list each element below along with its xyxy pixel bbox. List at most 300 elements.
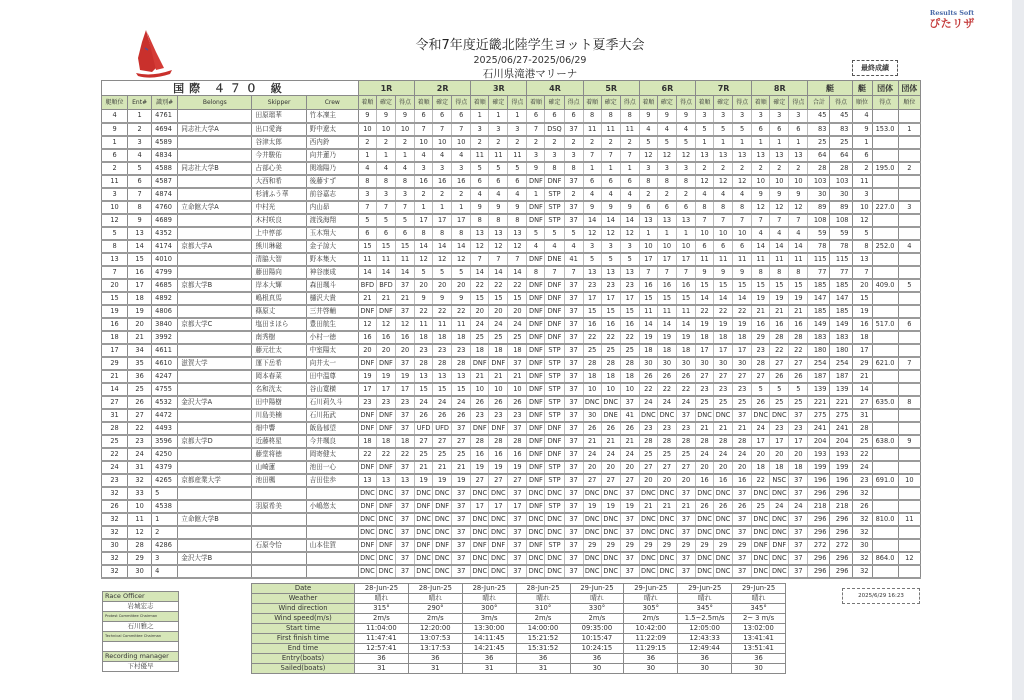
cell-brank: 8 xyxy=(852,240,872,253)
cell-race6-finish: 30 xyxy=(639,357,657,370)
cell-race5-finish: 25 xyxy=(583,344,601,357)
cell-race4-confirmed: DNC xyxy=(545,565,564,578)
cell-race7-confirmed: 24 xyxy=(714,448,733,461)
cell-race8-points: 22 xyxy=(789,344,808,357)
cell-race8-finish: DNC xyxy=(752,409,770,422)
cell-tpts: 638.0 xyxy=(872,435,898,448)
cell-race5-finish: 8 xyxy=(583,110,601,123)
cell-race6-confirmed: 21 xyxy=(657,500,676,513)
cell-sum: 296 xyxy=(808,565,830,578)
cell-race2-confirmed: 22 xyxy=(433,305,452,318)
condition-race1: 31 xyxy=(355,664,409,674)
cell-race5-confirmed: 5 xyxy=(601,253,620,266)
cell-race3-points: 37 xyxy=(508,357,527,370)
cell-race2-confirmed: 28 xyxy=(433,357,452,370)
cell-race5-confirmed: 13 xyxy=(601,266,620,279)
cell-race1-points: 6 xyxy=(395,227,414,240)
cell-race5-confirmed: 25 xyxy=(601,344,620,357)
cell-sail: 4174 xyxy=(152,240,178,253)
cell-race8-points: 37 xyxy=(789,474,808,487)
cell-rank: 9 xyxy=(102,123,128,136)
cell-race1-finish: 10 xyxy=(358,123,376,136)
cell-race8-finish: DNF xyxy=(752,539,770,552)
cell-rank: 13 xyxy=(102,253,128,266)
cell-race1-confirmed: 19 xyxy=(376,370,395,383)
cell-race6-points: 3 xyxy=(676,162,695,175)
cell-race7-confirmed: DNC xyxy=(714,552,733,565)
cell-pts: 83 xyxy=(830,123,852,136)
cell-pts: 183 xyxy=(830,331,852,344)
cell-rank: 26 xyxy=(102,500,128,513)
cell-race7-confirmed: DNC xyxy=(714,409,733,422)
cell-race5-confirmed: 3 xyxy=(601,240,620,253)
cell-race8-finish: 2 xyxy=(752,162,770,175)
cell-race2-points: 12 xyxy=(452,253,471,266)
cell-race2-confirmed: 27 xyxy=(433,435,452,448)
officer-role-row xyxy=(103,612,179,622)
cell-race6-points: 4 xyxy=(676,123,695,136)
cell-race4-finish: DNF xyxy=(527,500,545,513)
condition-row xyxy=(252,604,786,614)
cell-crew: 西内鈴 xyxy=(306,136,358,149)
cell-race6-confirmed: 8 xyxy=(657,175,676,188)
cell-race5-points: 18 xyxy=(620,370,639,383)
cell-race8-finish: 22 xyxy=(752,474,770,487)
cell-race8-confirmed: 3 xyxy=(770,110,789,123)
cell-ent: 27 xyxy=(128,409,152,422)
cell-race2-confirmed: 19 xyxy=(433,474,452,487)
cell-race4-finish: DNF xyxy=(527,292,545,305)
cell-race5-confirmed: 10 xyxy=(601,383,620,396)
cell-race5-points: 14 xyxy=(620,214,639,227)
cell-race1-confirmed: 7 xyxy=(376,201,395,214)
cell-race1-finish: 11 xyxy=(358,253,376,266)
cell-race2-confirmed: 15 xyxy=(433,383,452,396)
cell-belongs xyxy=(178,448,252,461)
condition-race7: 晴れ xyxy=(678,594,732,604)
cell-race7-confirmed: 19 xyxy=(714,318,733,331)
cell-race6-points: 37 xyxy=(676,487,695,500)
cell-race3-points: 37 xyxy=(508,539,527,552)
cell-race8-confirmed: DNC xyxy=(770,513,789,526)
race-header-1: 1R xyxy=(358,81,414,96)
cell-pts: 108 xyxy=(830,214,852,227)
cell-race8-confirmed: 4 xyxy=(770,227,789,240)
cell-brank: 22 xyxy=(852,448,872,461)
cell-race6-finish: 14 xyxy=(639,318,657,331)
cell-brank: 18 xyxy=(852,331,872,344)
cell-rank: 29 xyxy=(102,357,128,370)
cell-race1-points: 37 xyxy=(395,409,414,422)
cell-sail: 4265 xyxy=(152,474,178,487)
cell-race6-points: 7 xyxy=(676,266,695,279)
cell-race5-confirmed: 6 xyxy=(601,175,620,188)
cell-race2-finish: 3 xyxy=(415,162,433,175)
cell-race5-points: 22 xyxy=(620,331,639,344)
cell-tpts: 195.0 xyxy=(872,162,898,175)
cell-brank: 31 xyxy=(852,409,872,422)
cell-pts: 139 xyxy=(830,383,852,396)
cell-race7-points: 20 xyxy=(733,461,752,474)
cell-race7-confirmed: 2 xyxy=(714,162,733,175)
cell-brank: 19 xyxy=(852,305,872,318)
cell-ent: 13 xyxy=(128,227,152,240)
cell-trank: 12 xyxy=(898,552,920,565)
cell-race1-points: 14 xyxy=(395,266,414,279)
cell-race2-points: 18 xyxy=(452,331,471,344)
cell-race4-points: 7 xyxy=(564,266,583,279)
cell-belongs xyxy=(178,149,252,162)
cell-sum: 296 xyxy=(808,552,830,565)
officer-name-row xyxy=(103,622,179,632)
col-race6-confirmed: 確定 xyxy=(657,96,676,110)
cell-race1-finish: 3 xyxy=(358,188,376,201)
condition-race8: 13:51:41 xyxy=(732,644,786,654)
cell-race8-points: 37 xyxy=(789,565,808,578)
cell-sum: 218 xyxy=(808,500,830,513)
cell-belongs: 金沢大学B xyxy=(178,552,252,565)
cell-race1-confirmed: 2 xyxy=(376,136,395,149)
cell-race1-points: 9 xyxy=(395,110,414,123)
cell-race8-points: 11 xyxy=(789,253,808,266)
cell-race6-points: 6 xyxy=(676,201,695,214)
cell-race6-confirmed: 20 xyxy=(657,474,676,487)
cell-ent: 15 xyxy=(128,253,152,266)
cell-race8-points: 9 xyxy=(789,188,808,201)
officer-role: Recording manager xyxy=(103,651,179,661)
cell-race8-confirmed: 20 xyxy=(770,448,789,461)
cell-race1-confirmed: DNF xyxy=(376,539,395,552)
officer-name-row xyxy=(103,642,179,652)
table-row xyxy=(102,474,921,487)
cell-race1-finish: 9 xyxy=(358,110,376,123)
cell-race6-confirmed: 15 xyxy=(657,292,676,305)
cell-race1-confirmed: 22 xyxy=(376,448,395,461)
cell-race4-confirmed: DNF xyxy=(545,318,564,331)
cell-race4-confirmed: STP xyxy=(545,409,564,422)
table-row xyxy=(102,435,921,448)
cell-race6-confirmed: 30 xyxy=(657,357,676,370)
col-race1-points: 得点 xyxy=(395,96,414,110)
condition-race5: 30 xyxy=(570,664,624,674)
cell-belongs xyxy=(178,539,252,552)
cell-sail: 4352 xyxy=(152,227,178,240)
cell-pts: 296 xyxy=(830,513,852,526)
cell-race4-finish: 9 xyxy=(527,162,545,175)
cell-race2-confirmed: 1 xyxy=(433,201,452,214)
cell-race5-finish: 7 xyxy=(583,149,601,162)
cell-race7-points: 37 xyxy=(733,565,752,578)
cell-race5-finish: 6 xyxy=(583,175,601,188)
cell-crew xyxy=(306,526,358,539)
cell-race4-points: 37 xyxy=(564,305,583,318)
cell-race6-points: 5 xyxy=(676,136,695,149)
cell-ent: 17 xyxy=(128,279,152,292)
cell-brank: 32 xyxy=(852,565,872,578)
cell-rank: 5 xyxy=(102,227,128,240)
cell-skipper xyxy=(252,565,306,578)
cell-race8-finish: 10 xyxy=(752,175,770,188)
cell-race6-points: 37 xyxy=(676,526,695,539)
cell-race7-points: 27 xyxy=(733,370,752,383)
cell-race5-points: 37 xyxy=(620,487,639,500)
cell-race4-finish: DNC xyxy=(527,565,545,578)
cell-race3-confirmed: 15 xyxy=(489,292,508,305)
cell-race5-confirmed: DNC xyxy=(601,513,620,526)
cell-belongs xyxy=(178,500,252,513)
cell-race2-confirmed: 20 xyxy=(433,279,452,292)
cell-race1-confirmed: 4 xyxy=(376,162,395,175)
cell-skipper: 熊川琳磁 xyxy=(252,240,306,253)
cell-race1-points: 37 xyxy=(395,513,414,526)
cell-race1-confirmed: 15 xyxy=(376,240,395,253)
cell-tpts xyxy=(872,539,898,552)
cell-race3-points: 6 xyxy=(508,175,527,188)
cell-tpts xyxy=(872,344,898,357)
cell-race7-finish: 30 xyxy=(696,357,714,370)
cell-skipper: 中村光 xyxy=(252,201,306,214)
cell-race8-points: 2 xyxy=(789,162,808,175)
cell-race6-points: 22 xyxy=(676,383,695,396)
cell-race3-finish: DNC xyxy=(471,552,489,565)
col-race7-confirmed: 確定 xyxy=(714,96,733,110)
cell-race1-points: 5 xyxy=(395,214,414,227)
cell-race2-confirmed: UFD xyxy=(433,422,452,435)
cell-race1-confirmed: DNF xyxy=(376,422,395,435)
cell-race8-finish: 26 xyxy=(752,396,770,409)
condition-label: Start time xyxy=(252,624,355,634)
cell-race8-points: 5 xyxy=(789,383,808,396)
cell-skipper: 運下岳希 xyxy=(252,357,306,370)
cell-belongs xyxy=(178,253,252,266)
cell-race3-confirmed: 24 xyxy=(489,318,508,331)
cell-race5-points: 16 xyxy=(620,318,639,331)
cell-race3-confirmed: 18 xyxy=(489,344,508,357)
cell-race5-confirmed: 11 xyxy=(601,123,620,136)
cell-rank: 30 xyxy=(102,539,128,552)
cell-race5-confirmed: DNE xyxy=(601,409,620,422)
cell-race3-confirmed: 22 xyxy=(489,279,508,292)
cell-race6-confirmed: DNC xyxy=(657,513,676,526)
cell-race6-confirmed: 7 xyxy=(657,266,676,279)
cell-skipper: 池田楓 xyxy=(252,474,306,487)
col-race8-points: 得点 xyxy=(789,96,808,110)
cell-race1-confirmed: 11 xyxy=(376,253,395,266)
cell-race8-confirmed: 10 xyxy=(770,175,789,188)
cell-race2-points: 37 xyxy=(452,487,471,500)
cell-pts: 77 xyxy=(830,266,852,279)
cell-race6-confirmed: DNC xyxy=(657,526,676,539)
cell-race8-confirmed: 13 xyxy=(770,149,789,162)
cell-race6-finish: 18 xyxy=(639,344,657,357)
cell-race3-confirmed: DNC xyxy=(489,487,508,500)
col-race7-finish: 着順 xyxy=(696,96,714,110)
cell-sum: 30 xyxy=(808,188,830,201)
cell-race8-confirmed: 24 xyxy=(770,500,789,513)
cell-race1-finish: 5 xyxy=(358,214,376,227)
cell-race7-points: 19 xyxy=(733,318,752,331)
cell-skipper: 占部心美 xyxy=(252,162,306,175)
cell-race5-points: 17 xyxy=(620,292,639,305)
cell-race2-points: 37 xyxy=(452,565,471,578)
cell-race4-points: 37 xyxy=(564,318,583,331)
cell-race3-confirmed: 9 xyxy=(489,201,508,214)
cell-tpts xyxy=(872,565,898,578)
cell-race5-confirmed: 22 xyxy=(601,331,620,344)
cell-race3-finish: 24 xyxy=(471,318,489,331)
condition-race3: 14:11:45 xyxy=(462,634,516,644)
cell-race7-finish: 23 xyxy=(696,383,714,396)
cell-race4-points: 37 xyxy=(564,123,583,136)
cell-race8-finish: 20 xyxy=(752,448,770,461)
cell-race8-finish: 25 xyxy=(752,500,770,513)
cell-race1-points: 22 xyxy=(395,448,414,461)
cell-race3-points: 24 xyxy=(508,318,527,331)
condition-race5: 36 xyxy=(570,654,624,664)
cell-race1-finish: 18 xyxy=(358,435,376,448)
cell-race4-points: 6 xyxy=(564,110,583,123)
cell-race6-points: 17 xyxy=(676,253,695,266)
cell-trank xyxy=(898,292,920,305)
cell-pts: 78 xyxy=(830,240,852,253)
cell-race2-points: 23 xyxy=(452,344,471,357)
cell-race8-confirmed: DNF xyxy=(770,539,789,552)
cell-race8-finish: 24 xyxy=(752,422,770,435)
cell-tpts xyxy=(872,149,898,162)
cell-belongs xyxy=(178,110,252,123)
cell-race2-confirmed: 18 xyxy=(433,331,452,344)
condition-race2: 晴れ xyxy=(408,594,462,604)
cell-race1-finish: 13 xyxy=(358,474,376,487)
cell-belongs xyxy=(178,136,252,149)
condition-race3: 31 xyxy=(462,664,516,674)
cell-race3-confirmed: DNC xyxy=(489,565,508,578)
cell-race5-finish: 15 xyxy=(583,305,601,318)
cell-sum: 185 xyxy=(808,279,830,292)
col-race5-finish: 着順 xyxy=(583,96,601,110)
cell-race3-finish: 23 xyxy=(471,409,489,422)
condition-row xyxy=(252,634,786,644)
race-header-3: 3R xyxy=(471,81,527,96)
cell-crew: 小嶋悠太 xyxy=(306,500,358,513)
cell-race2-finish: 9 xyxy=(415,292,433,305)
cell-skipper: 畑中響 xyxy=(252,422,306,435)
cell-race7-finish: 24 xyxy=(696,448,714,461)
cell-race3-points: 13 xyxy=(508,227,527,240)
cell-race7-points: 16 xyxy=(733,474,752,487)
cell-race2-points: 20 xyxy=(452,279,471,292)
cell-race4-points: 3 xyxy=(564,149,583,162)
cell-race3-finish: 6 xyxy=(471,175,489,188)
cell-ent: 36 xyxy=(128,370,152,383)
cell-brank: 7 xyxy=(852,266,872,279)
cell-race8-confirmed: 2 xyxy=(770,162,789,175)
cell-sum: 199 xyxy=(808,461,830,474)
cell-race4-confirmed: STP xyxy=(545,396,564,409)
cell-belongs: 京都大学D xyxy=(178,435,252,448)
cell-race5-finish: 29 xyxy=(583,539,601,552)
officer-name-row xyxy=(103,602,179,612)
cell-race7-finish: 16 xyxy=(696,474,714,487)
cell-race6-finish: DNC xyxy=(639,409,657,422)
cell-race1-confirmed: DNF xyxy=(376,357,395,370)
cell-race1-finish: 16 xyxy=(358,331,376,344)
cell-race2-points: 6 xyxy=(452,110,471,123)
cell-race4-points: 37 xyxy=(564,409,583,422)
cell-race3-points: 37 xyxy=(508,487,527,500)
cell-race2-finish: 16 xyxy=(415,175,433,188)
table-row xyxy=(102,461,921,474)
cell-belongs: 滋賀大学 xyxy=(178,357,252,370)
cell-sail: 4694 xyxy=(152,123,178,136)
cell-belongs xyxy=(178,422,252,435)
condition-race3: 300° xyxy=(462,604,516,614)
cell-race3-confirmed: 11 xyxy=(489,149,508,162)
cell-race7-confirmed: 9 xyxy=(714,266,733,279)
cell-race1-finish: 21 xyxy=(358,292,376,305)
cell-race3-confirmed: DNF xyxy=(489,357,508,370)
cell-ent: 18 xyxy=(128,292,152,305)
col-race1-finish: 着順 xyxy=(358,96,376,110)
cell-brank: 13 xyxy=(852,253,872,266)
cell-sail: 3992 xyxy=(152,331,178,344)
cell-race2-points: 37 xyxy=(452,526,471,539)
cell-race5-points: 37 xyxy=(620,396,639,409)
cell-pts: 187 xyxy=(830,370,852,383)
cell-race7-finish: DNC xyxy=(696,409,714,422)
condition-race8: 13:02:00 xyxy=(732,624,786,634)
total-header: 艇 xyxy=(808,81,852,96)
cell-race2-finish: 6 xyxy=(415,110,433,123)
cell-race7-confirmed: 8 xyxy=(714,201,733,214)
condition-race8: 30 xyxy=(732,664,786,674)
cell-sum: 45 xyxy=(808,110,830,123)
cell-race5-points: 27 xyxy=(620,474,639,487)
cell-race2-points: 24 xyxy=(452,396,471,409)
cell-race1-confirmed: BFD xyxy=(376,279,395,292)
cell-race6-finish: 8 xyxy=(639,175,657,188)
cell-sail: 4834 xyxy=(152,149,178,162)
cell-sum: 59 xyxy=(808,227,830,240)
cell-race3-confirmed: 28 xyxy=(489,435,508,448)
cell-pts: 204 xyxy=(830,435,852,448)
cell-race8-confirmed: 22 xyxy=(770,344,789,357)
cell-race6-finish: 26 xyxy=(639,370,657,383)
cell-race6-finish: 29 xyxy=(639,539,657,552)
cell-race6-points: 37 xyxy=(676,513,695,526)
condition-race8: 晴れ xyxy=(732,594,786,604)
cell-race5-finish: 19 xyxy=(583,500,601,513)
cell-race3-confirmed: 21 xyxy=(489,370,508,383)
cell-trank xyxy=(898,305,920,318)
cell-race7-points: 15 xyxy=(733,279,752,292)
cell-race5-finish: 2 xyxy=(583,136,601,149)
cell-race6-confirmed: 24 xyxy=(657,396,676,409)
condition-race6: 10:42:00 xyxy=(624,624,678,634)
officer-name xyxy=(103,642,179,652)
cell-race8-confirmed: 1 xyxy=(770,136,789,149)
cell-race4-confirmed: STP xyxy=(545,214,564,227)
cell-race8-confirmed: DNC xyxy=(770,526,789,539)
cell-sail: 4689 xyxy=(152,214,178,227)
cell-race7-confirmed: 21 xyxy=(714,422,733,435)
cell-race6-points: 11 xyxy=(676,305,695,318)
boat-rank-header: 艇 xyxy=(852,81,872,96)
table-row xyxy=(102,357,921,370)
col-belongs: Belongs xyxy=(178,96,252,110)
cell-race4-confirmed: STP xyxy=(545,188,564,201)
cell-race3-points: 4 xyxy=(508,188,527,201)
